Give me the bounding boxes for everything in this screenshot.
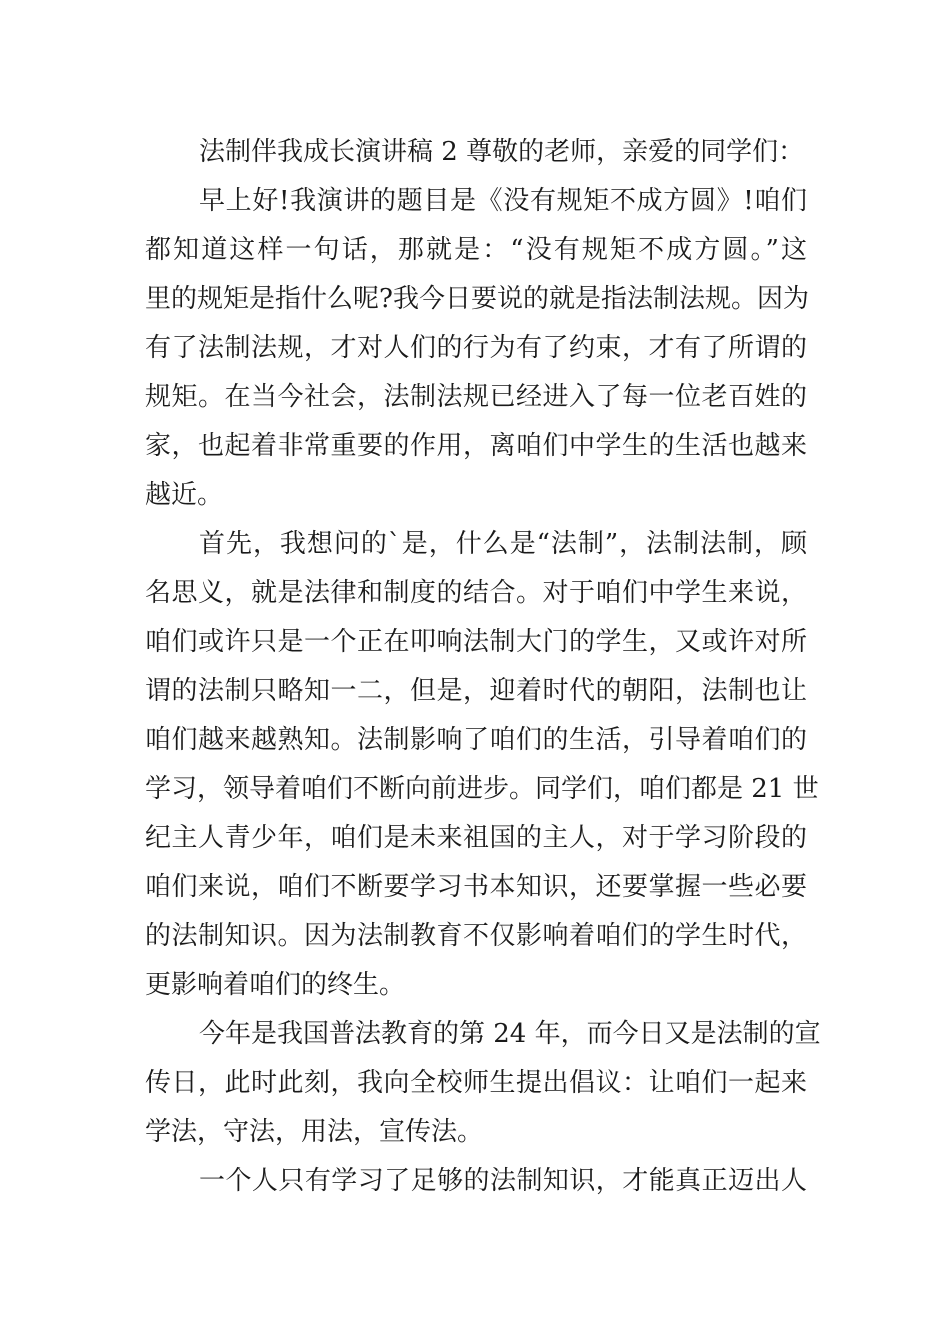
paragraph-line: 谓的法制只略知一二，但是，迎着时代的朝阳，法制也让 xyxy=(145,676,807,706)
paragraph-line: 学习，领导着咱们不断向前进步。同学们，咱们都是 21 世 xyxy=(145,774,819,804)
paragraph-line: 早上好!我演讲的题目是《没有规矩不成方圆》!咱们 xyxy=(199,186,807,216)
paragraph-line: 首先，我想问的`是，什么是“法制”，法制法制，顾 xyxy=(199,529,807,559)
paragraph-line: 咱们或许只是一个正在叩响法制大门的学生，又或许对所 xyxy=(145,627,807,657)
paragraph-line: 家，也起着非常重要的作用，离咱们中学生的生活也越来 xyxy=(145,431,807,461)
paragraph-line: 名思义，就是法律和制度的结合。对于咱们中学生来说， xyxy=(145,578,807,608)
paragraph-line: 规矩。在当今社会，法制法规已经进入了每一位老百姓的 xyxy=(145,382,807,412)
paragraph-line: 的法制知识。因为法制教育不仅影响着咱们的学生时代， xyxy=(145,921,807,951)
paragraph-line: 都知道这样一句话，那就是：“没有规矩不成方圆。”这 xyxy=(145,235,807,265)
paragraph-line: 有了法制法规，才对人们的行为有了约束，才有了所谓的 xyxy=(145,333,807,363)
paragraph-line: 纪主人青少年，咱们是未来祖国的主人，对于学习阶段的 xyxy=(145,823,807,853)
paragraph-line: 今年是我国普法教育的第 24 年，而今日又是法制的宣 xyxy=(199,1019,821,1049)
paragraph-line: 咱们来说，咱们不断要学习书本知识，还要掌握一些必要 xyxy=(145,872,807,902)
paragraph-line: 咱们越来越熟知。法制影响了咱们的生活，引导着咱们的 xyxy=(145,725,807,755)
paragraph-line: 法制伴我成长演讲稿 2 尊敬的老师，亲爱的同学们： xyxy=(199,137,805,167)
paragraph-line: 更影响着咱们的终生。 xyxy=(145,970,406,1000)
paragraph-line: 越近。 xyxy=(145,480,224,510)
speech-text xyxy=(145,128,821,1206)
paragraph-line: 一个人只有学习了足够的法制知识，才能真正迈出人 xyxy=(199,1166,807,1196)
paragraph-line: 学法，守法，用法，宣传法。 xyxy=(145,1117,484,1147)
paragraph-line: 里的规矩是指什么呢?我今日要说的就是指法制法规。因为 xyxy=(145,284,809,314)
paragraph-line: 传日，此时此刻，我向全校师生提出倡议：让咱们一起来 xyxy=(145,1068,807,1098)
